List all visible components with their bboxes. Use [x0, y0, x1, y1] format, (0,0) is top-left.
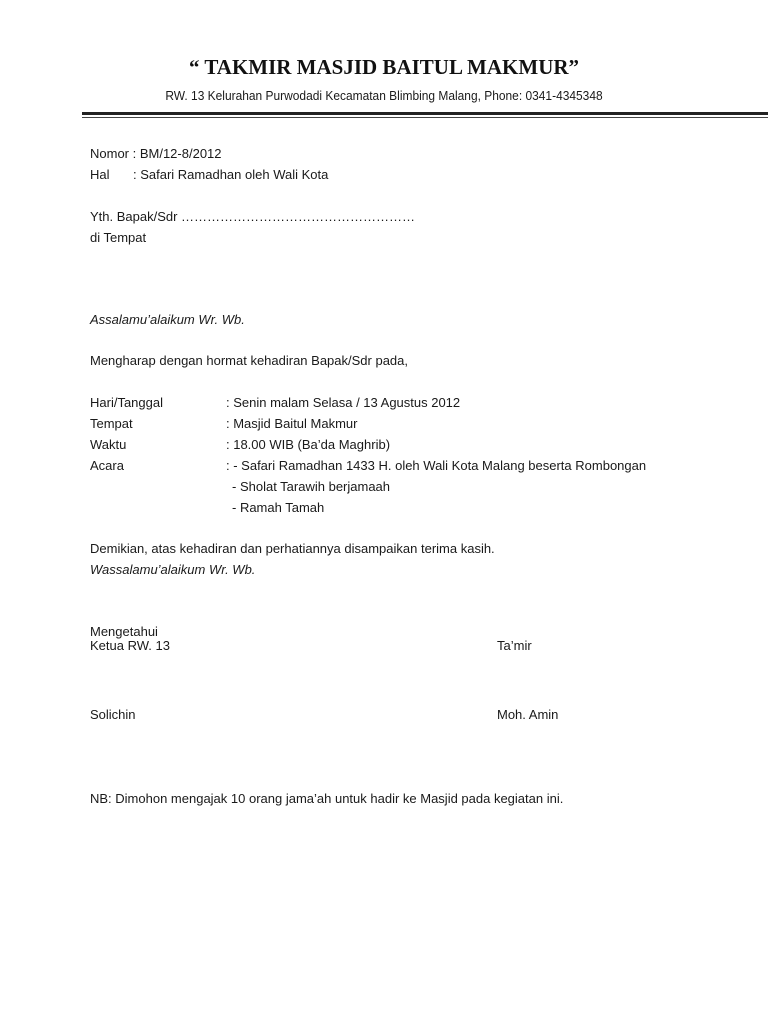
header-rule-thin [82, 117, 768, 118]
sign-left-title: Mengetahui [90, 624, 158, 639]
detail-label: Waktu [90, 437, 127, 452]
sign-left-role: Ketua RW. 13 [90, 638, 170, 653]
acara-item: - Ramah Tamah [232, 500, 325, 515]
recipient-place: di Tempat [90, 230, 147, 245]
detail-value: : - Safari Ramadhan 1433 H. oleh Wali Kota Malang beserta Rombongan [226, 458, 647, 473]
greeting: Assalamu’alaikum Wr. Wb. [90, 312, 245, 327]
intro: Mengharap dengan hormat kehadiran Bapak/Sdr pada, [90, 353, 408, 368]
subject-label: Hal [90, 167, 110, 182]
header-rule-thick [82, 112, 768, 115]
note: NB: Dimohon mengajak 10 orang jama’ah untuk hadir ke Masjid pada kegiatan ini. [90, 791, 564, 806]
detail-value: : Masjid Baitul Makmur [226, 416, 358, 431]
detail-label: Hari/Tanggal [90, 395, 163, 410]
closing: Demikian, atas kehadiran dan perhatiannya disampaikan terima kasih. [90, 541, 495, 556]
recipient: Yth. Bapak/Sdr ……………………………………………… [90, 209, 416, 224]
detail-label: Tempat [90, 416, 133, 431]
detail-value: : Senin malam Selasa / 13 Agustus 2012 [226, 395, 461, 410]
acara-item: - Sholat Tarawih berjamaah [232, 479, 391, 494]
letter-number: Nomor : BM/12-8/2012 [90, 146, 222, 161]
closing-greeting: Wassalamu’alaikum Wr. Wb. [90, 562, 256, 577]
letterhead-title: “ TAKMIR MASJID BAITUL MAKMUR” [188, 55, 580, 79]
detail-label: Acara [90, 458, 124, 473]
sign-left-name: Solichin [90, 707, 136, 722]
detail-value: : 18.00 WIB (Ba’da Maghrib) [226, 437, 391, 452]
sign-right-role: Ta’mir [497, 638, 532, 653]
letterhead-address: RW. 13 Kelurahan Purwodadi Kecamatan Blimbing Malang, Phone: 0341-4345348 [165, 88, 603, 103]
subject-value: : Safari Ramadhan oleh Wali Kota [133, 167, 329, 182]
sign-right-name: Moh. Amin [497, 707, 559, 722]
